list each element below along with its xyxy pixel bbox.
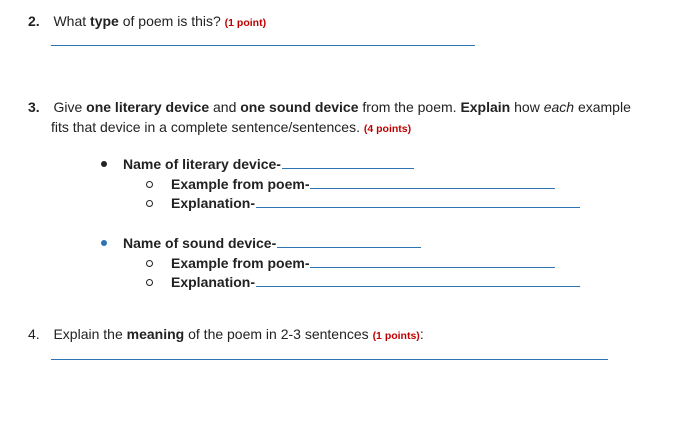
question-text: of poem is this? [118, 13, 225, 29]
answer-line[interactable] [256, 286, 580, 287]
question-3-line-2 [51, 118, 411, 138]
question-number: 4. [28, 326, 40, 342]
question-text: Give [53, 99, 87, 115]
question-text: how [510, 99, 544, 115]
sound-explanation-field[interactable] [171, 273, 580, 291]
points-label: (1 point) [224, 17, 267, 29]
answer-line[interactable] [256, 207, 580, 208]
answer-line-q4[interactable] [51, 359, 608, 360]
emphasis-text: each [543, 99, 575, 115]
question-text: from the poem. [358, 99, 461, 115]
field-label: Explanation- [171, 274, 256, 290]
sound-example-field[interactable] [171, 254, 555, 272]
emphasis-text: type [90, 13, 119, 29]
literary-device-field[interactable] [123, 155, 414, 173]
answer-line[interactable] [277, 247, 421, 248]
field-label: Example from poem- [171, 176, 310, 192]
answer-line[interactable] [310, 188, 555, 189]
question-3 [28, 98, 631, 116]
field-label: Explanation- [171, 195, 256, 211]
field-label: Name of literary device- [123, 156, 281, 172]
question-text: : [419, 326, 424, 342]
question-2 [28, 12, 266, 32]
sub-bullet-icon [146, 260, 153, 267]
answer-line[interactable] [282, 168, 414, 169]
question-text: Explain the [53, 326, 127, 342]
literary-explanation-field[interactable] [171, 194, 580, 212]
sub-bullet-icon [146, 181, 153, 188]
sound-device-field[interactable] [123, 234, 421, 252]
question-text: fits that device in a complete sentence/sentences. [51, 119, 364, 135]
points-label: (1 points) [372, 330, 420, 342]
bullet-icon [101, 240, 107, 246]
emphasis-text: one sound device [240, 99, 359, 115]
literary-example-field[interactable] [171, 175, 555, 193]
question-4 [28, 325, 424, 345]
sub-bullet-icon [146, 279, 153, 286]
question-text: and [209, 99, 241, 115]
emphasis-text: meaning [126, 326, 185, 342]
emphasis-text: Explain [460, 99, 511, 115]
emphasis-text: one literary device [86, 99, 210, 115]
points-label: (4 points) [363, 123, 412, 135]
field-label: Example from poem- [171, 255, 310, 271]
question-text: What [53, 13, 91, 29]
field-label: Name of sound device- [123, 235, 277, 251]
answer-line-q2[interactable] [51, 45, 475, 46]
question-text: example [574, 99, 631, 115]
question-number: 2. [28, 13, 40, 29]
sub-bullet-icon [146, 200, 153, 207]
bullet-icon [101, 161, 107, 167]
question-number: 3. [28, 99, 40, 115]
answer-line[interactable] [310, 267, 555, 268]
question-text: of the poem in 2-3 sentences [184, 326, 373, 342]
